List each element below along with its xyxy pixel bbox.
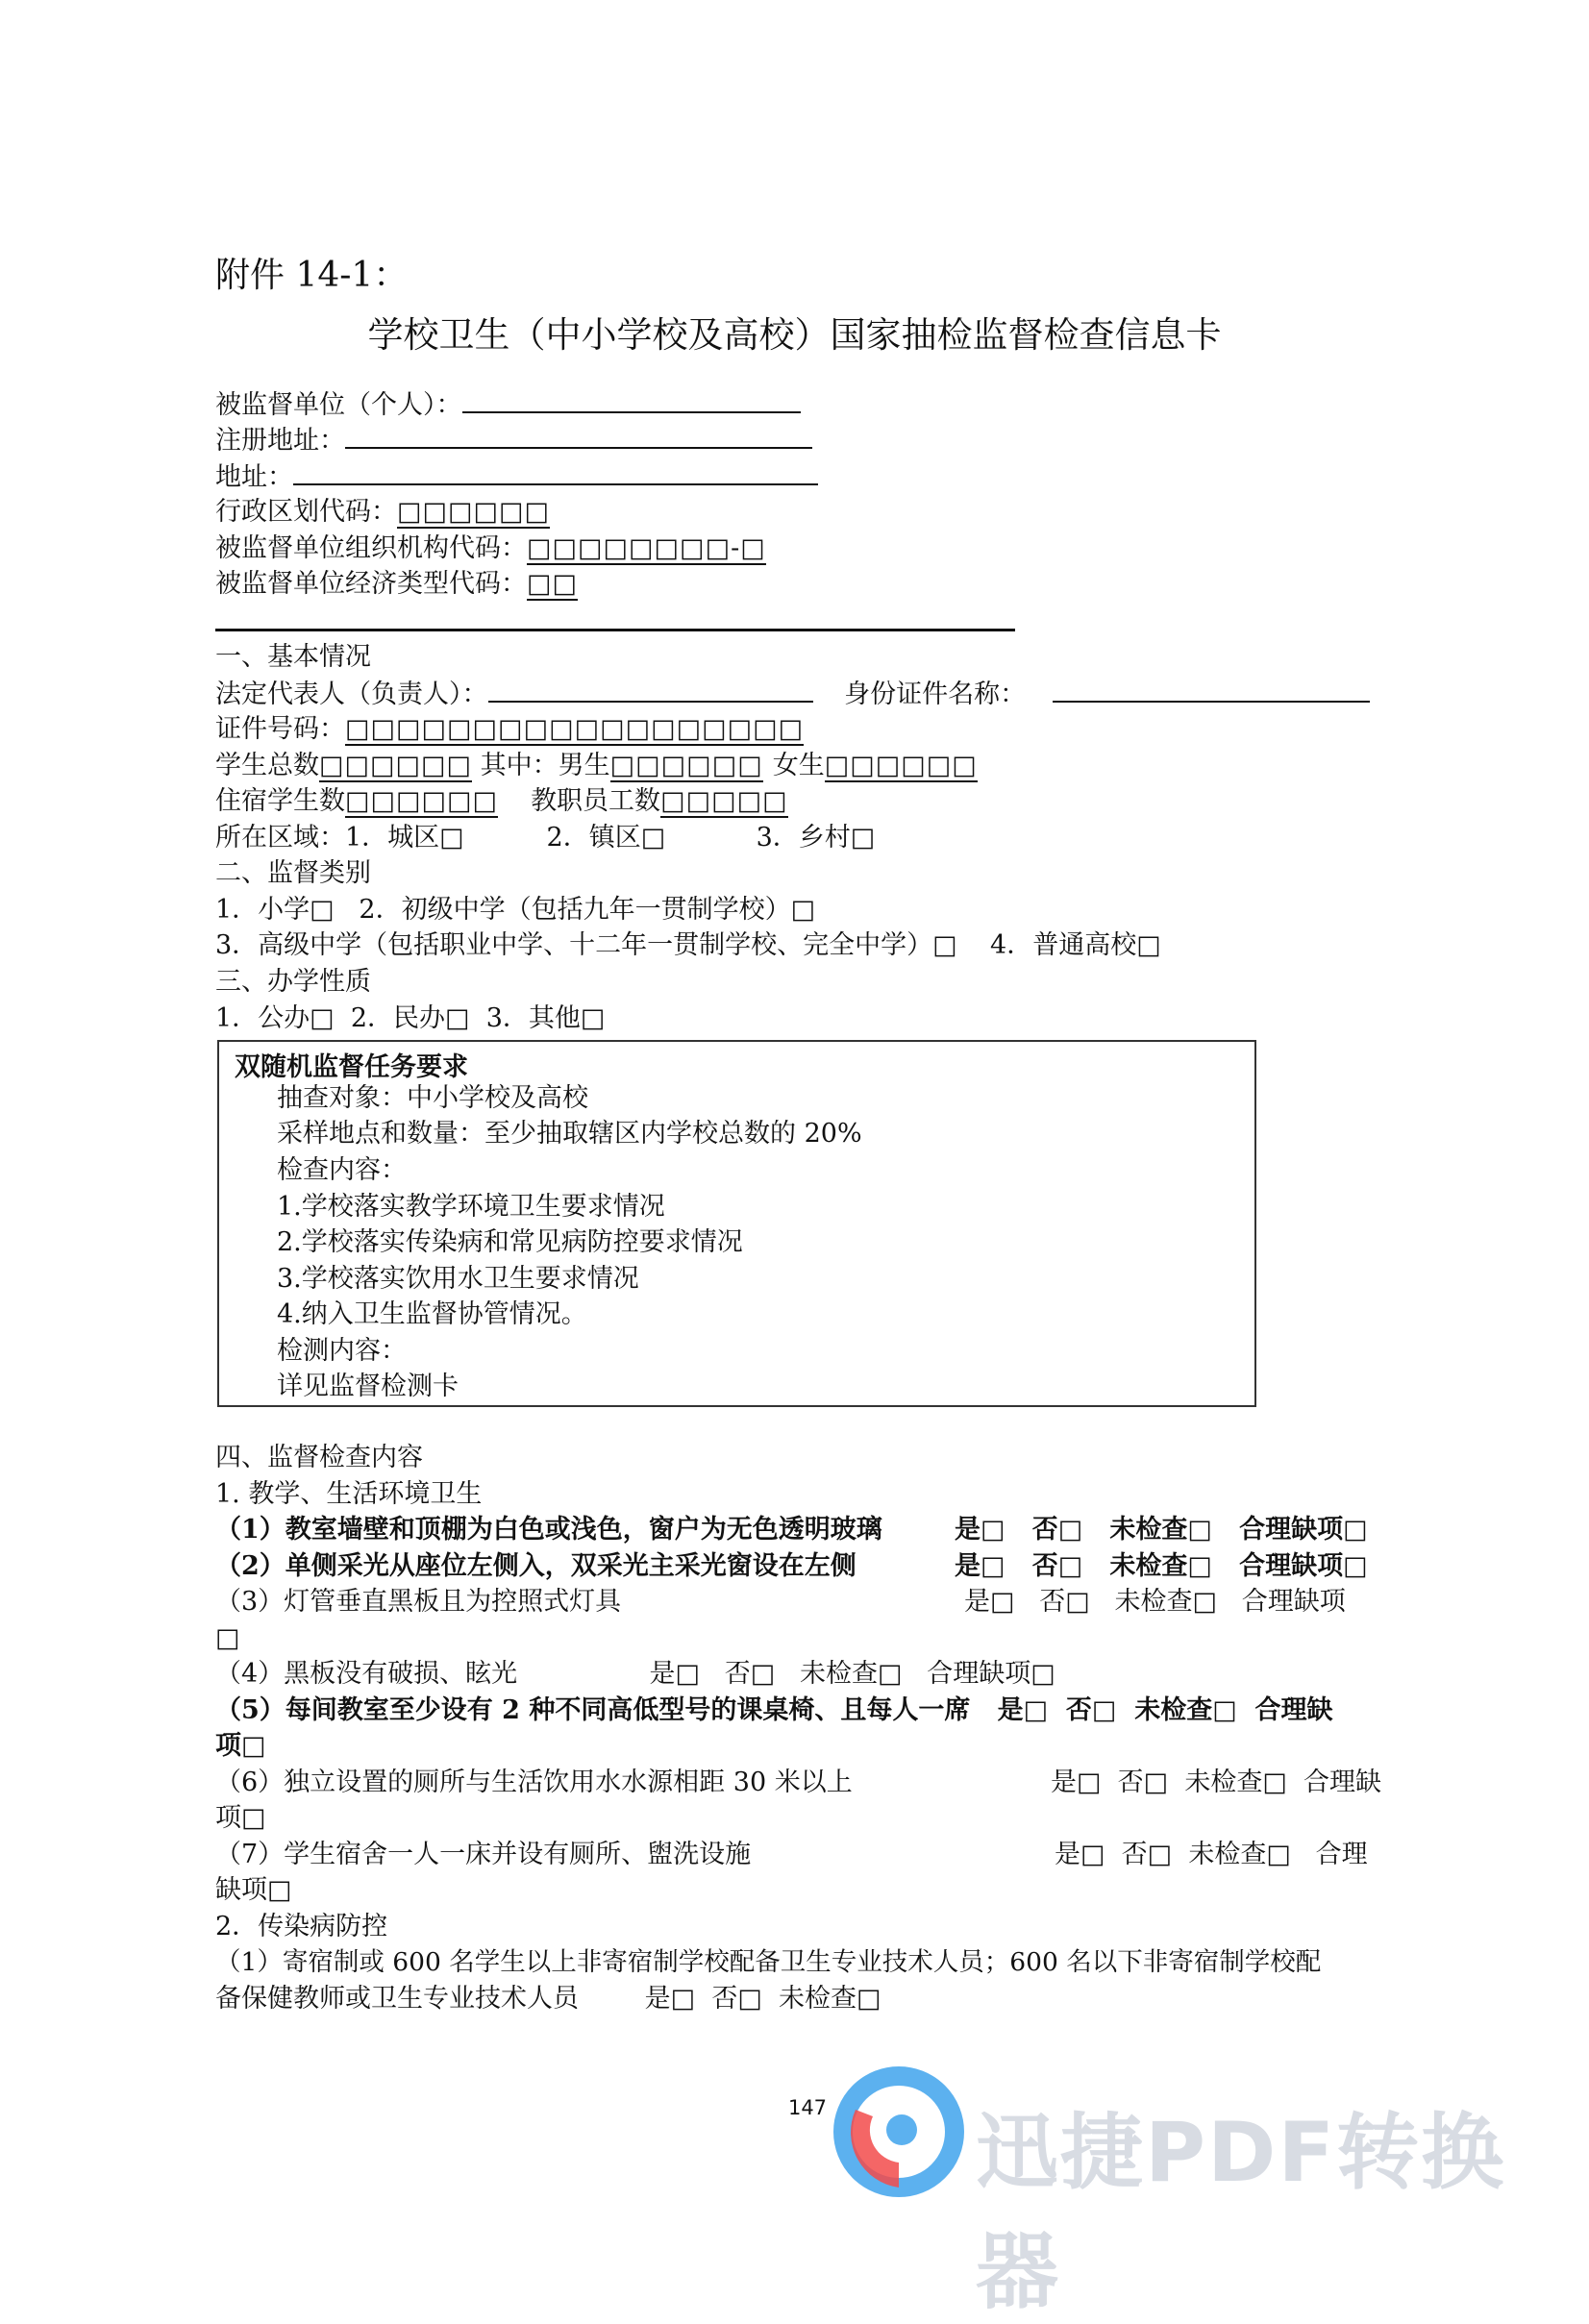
- item-7-options[interactable]: 是□ 否□ 未检查□ 合理: [1055, 1840, 1368, 1869]
- student-count-row: [215, 750, 978, 782]
- students-total-boxes[interactable]: □□□□□□: [319, 751, 473, 780]
- subsection-disease-control: 2．传染病防控: [215, 1912, 388, 1941]
- admin-code-label: 行政区划代码：: [215, 497, 397, 527]
- subsection-environment: 1. 教学、生活环境卫生: [215, 1479, 483, 1509]
- section-category-title: 二、监督类别: [215, 858, 371, 888]
- registered-address-blank[interactable]: [345, 424, 812, 449]
- task-requirements-box: [217, 1040, 1256, 1407]
- address-field: [215, 460, 818, 494]
- task-box-line: 2.学校落实传染病和常见病防控要求情况: [277, 1227, 743, 1257]
- admin-code-field: [215, 496, 550, 529]
- item-1: （1）教室墙壁和顶棚为白色或浅色，窗户为无色透明玻璃: [215, 1515, 882, 1545]
- section-nature-title: 三、办学性质: [215, 967, 371, 997]
- task-box-title: 双随机监督任务要求: [235, 1052, 468, 1082]
- category-line-1[interactable]: 1．小学□ 2．初级中学（包括九年一贯制学校）□: [215, 895, 816, 925]
- watermark: [827, 2057, 1557, 2320]
- econ-code-boxes[interactable]: □□: [527, 569, 579, 599]
- org-code-field: [215, 532, 766, 565]
- task-box-line: 检查内容：: [277, 1155, 407, 1185]
- supervised-unit-label: 被监督单位（个人）：: [215, 390, 462, 420]
- legal-rep-row: [215, 678, 1370, 711]
- org-code-boxes[interactable]: □□□□□□□□-□: [527, 533, 766, 563]
- item-5-continuation[interactable]: 项□: [215, 1731, 266, 1761]
- admin-code-boxes[interactable]: □□□□□□: [397, 497, 551, 527]
- item-2-options[interactable]: 是□ 否□ 未检查□ 合理缺项□: [955, 1551, 1368, 1581]
- item-2-1: （1）寄宿制或 600 名学生以上非寄宿制学校配备卫生专业技术人员；600 名以下非寄宿制学校配: [215, 1947, 1322, 1977]
- staff-label: 教职员工数: [531, 786, 661, 816]
- students-total-label: 学生总数: [215, 751, 319, 780]
- boarding-staff-row: [215, 785, 788, 818]
- item-4[interactable]: （4）黑板没有破损、眩光 是□ 否□ 未检查□ 合理缺项□: [215, 1659, 1055, 1689]
- econ-code-field: [215, 568, 578, 601]
- staff-boxes[interactable]: □□□□□: [660, 786, 788, 816]
- section-basic-title: 一、基本情况: [215, 642, 371, 672]
- task-box-line: 3.学校落实饮用水卫生要求情况: [277, 1264, 639, 1294]
- item-2-1-continuation[interactable]: 备保健教师或卫生专业技术人员 是□ 否□ 未检查□: [215, 1984, 881, 2014]
- boarding-label: 住宿学生数: [215, 786, 345, 816]
- task-box-line: 4.纳入卫生监督协管情况。: [277, 1299, 587, 1329]
- item-3-continuation[interactable]: □: [215, 1623, 240, 1653]
- boarding-boxes[interactable]: □□□□□□: [345, 786, 499, 816]
- id-number-boxes[interactable]: □□□□□□□□□□□□□□□□□□: [345, 714, 805, 744]
- address-label: 地址：: [215, 462, 293, 492]
- item-2: （2）单侧采光从座位左侧入，双采光主采光窗设在左侧: [215, 1551, 857, 1581]
- task-box-line: 1.学校落实教学环境卫生要求情况: [277, 1192, 665, 1222]
- female-boxes[interactable]: □□□□□□: [824, 751, 978, 780]
- org-code-label: 被监督单位组织机构代码：: [215, 533, 527, 563]
- item-6: （6）独立设置的厕所与生活饮用水水源相距 30 米以上: [215, 1768, 853, 1797]
- registered-address-field: [215, 424, 812, 457]
- male-boxes[interactable]: □□□□□□: [609, 751, 763, 780]
- item-6-continuation[interactable]: 项□: [215, 1803, 266, 1833]
- region-row[interactable]: 所在区域：1．城区□ 2．镇区□ 3．乡村□: [215, 823, 876, 853]
- id-number-label: 证件号码：: [215, 714, 345, 744]
- task-box-line: 检测内容：: [277, 1336, 407, 1366]
- id-number-row: [215, 713, 804, 746]
- male-label: 其中：男生: [472, 751, 610, 780]
- registered-address-label: 注册地址：: [215, 426, 345, 456]
- task-box-line: 详见监督检测卡: [277, 1372, 459, 1401]
- watermark-logo-icon: [827, 2057, 971, 2201]
- item-1-options[interactable]: 是□ 否□ 未检查□ 合理缺项□: [955, 1515, 1368, 1545]
- section-divider: [215, 629, 1015, 631]
- item-6-options[interactable]: 是□ 否□ 未检查□ 合理缺: [1051, 1768, 1382, 1797]
- watermark-text: 迅捷PDF转换器: [976, 2105, 1506, 2320]
- address-blank[interactable]: [293, 460, 818, 485]
- page-number: 147: [787, 2096, 828, 2119]
- id-name-blank[interactable]: [1053, 678, 1370, 703]
- item-5[interactable]: （5）每间教室至少设有 2 种不同高低型号的课桌椅、且每人一席 是□ 否□ 未检查□ 合理缺: [215, 1695, 1333, 1725]
- nature-line[interactable]: 1．公办□ 2．民办□ 3．其他□: [215, 1003, 606, 1033]
- item-7: （7）学生宿舍一人一床并设有厕所、盥洗设施: [215, 1840, 752, 1869]
- category-line-2[interactable]: 3．高级中学（包括职业中学、十二年一贯制学校、完全中学）□ 4．普通高校□: [215, 930, 1161, 960]
- legal-rep-label: 法定代表人（负责人）：: [215, 680, 488, 709]
- document-title: 学校卫生（中小学校及高校）国家抽检监督检查信息卡: [367, 314, 1222, 356]
- econ-code-label: 被监督单位经济类型代码：: [215, 569, 527, 599]
- female-label: 女生: [772, 751, 825, 780]
- supervised-unit-field: [215, 388, 801, 422]
- supervised-unit-blank[interactable]: [462, 388, 801, 413]
- item-7-continuation[interactable]: 缺项□: [215, 1875, 292, 1905]
- id-name-label: 身份证件名称：: [844, 680, 1027, 709]
- item-3: （3）灯管垂直黑板且为控照式灯具: [215, 1587, 622, 1617]
- item-3-options[interactable]: 是□ 否□ 未检查□ 合理缺项: [964, 1587, 1346, 1617]
- task-box-line: 抽查对象：中小学校及高校: [277, 1083, 588, 1113]
- task-box-line: 采样地点和数量：至少抽取辖区内学校总数的 20%: [277, 1119, 862, 1149]
- legal-rep-blank[interactable]: [488, 678, 813, 703]
- section-inspection-title: 四、监督检查内容: [215, 1443, 423, 1472]
- attachment-label: 附件 14-1：: [215, 256, 409, 295]
